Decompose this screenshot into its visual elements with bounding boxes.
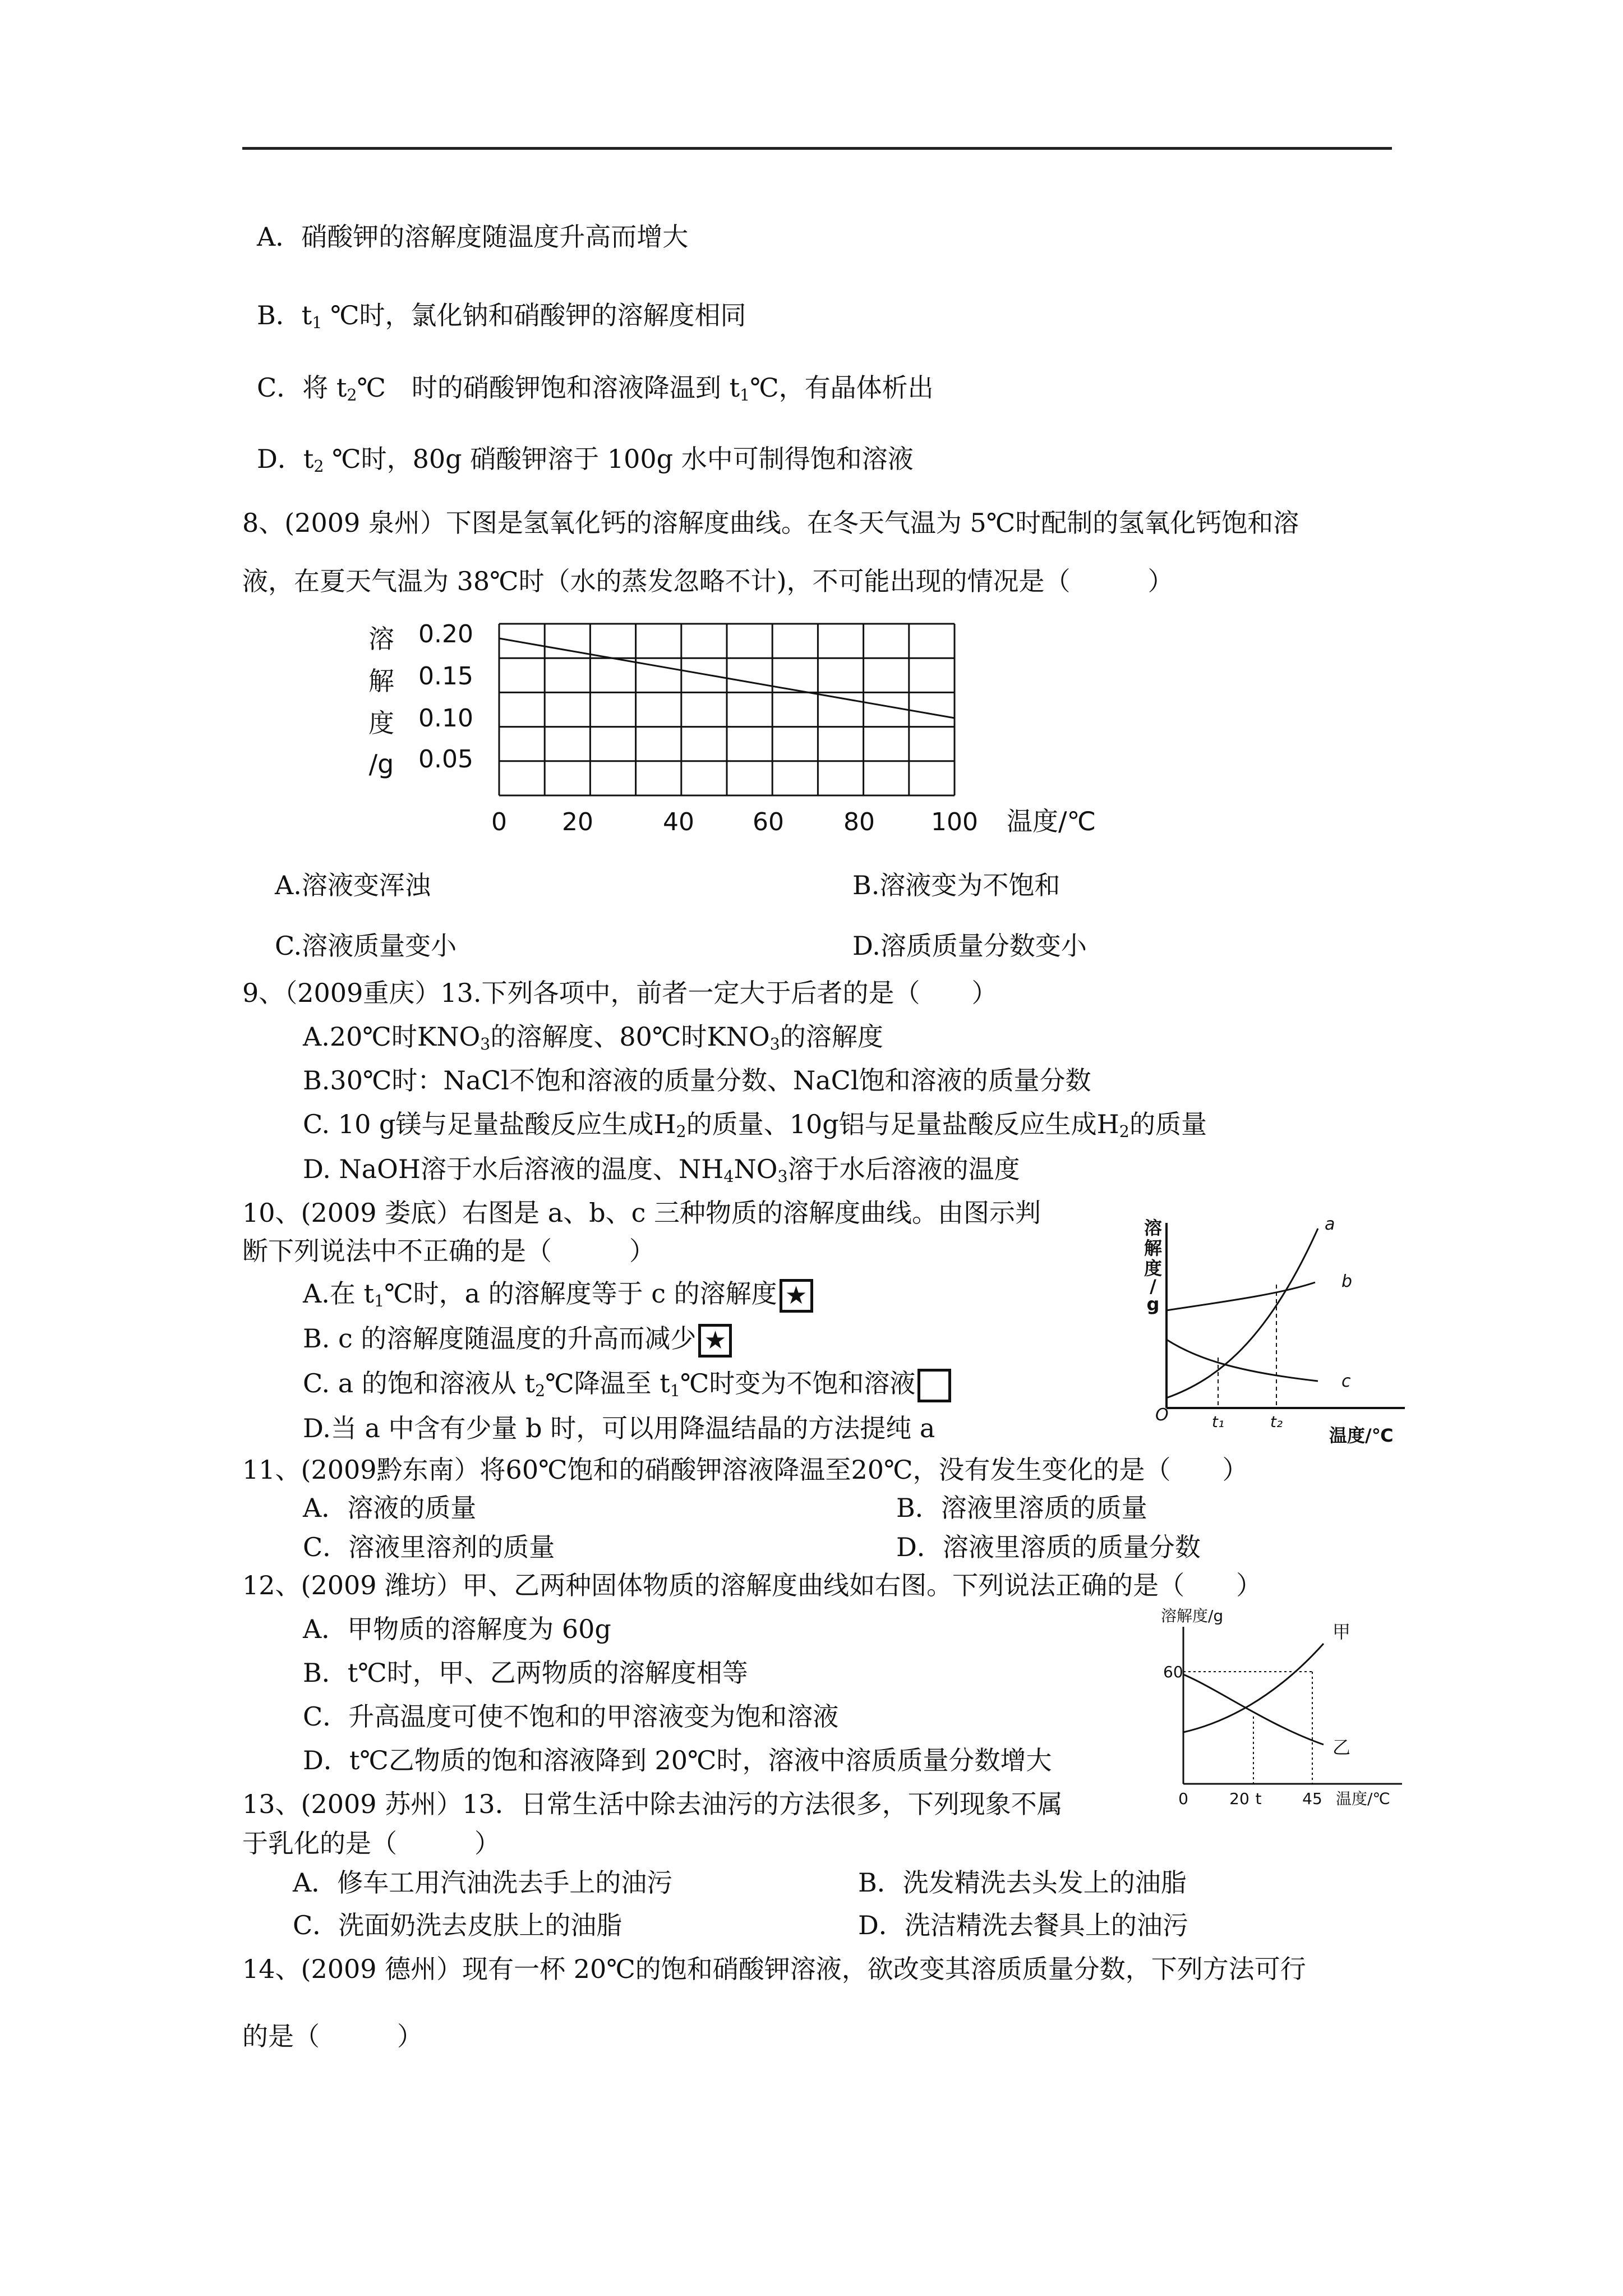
q8-option-d: D.溶质质量分数变小 [852, 931, 1087, 961]
q10-curve-a-label: a [1325, 1217, 1335, 1234]
q7-option-d: D．$t_2$ ℃时，80g 硝酸钾溶于 100g 水中可制得饱和溶液 [257, 444, 914, 476]
q8-ylabel-char-3: /g [368, 749, 394, 779]
q7-option-b: B．$t_1$ ℃时，氯化钠和硝酸钾的溶解度相同 [257, 300, 746, 333]
q10-x-axis-label: 温度/℃ [1329, 1425, 1394, 1446]
q13-option-c: C．洗面奶洗去皮肤上的油脂 [293, 1910, 623, 1940]
q13-option-b: B．洗发精洗去头发上的油脂 [858, 1867, 1187, 1898]
q8-stem-line1: 8、(2009 泉州）下图是氢氧化钙的溶解度曲线。在冬天气温为 5℃时配制的氢氧化钙饱和溶 [242, 508, 1299, 538]
q12-y-axis-label: 溶解度/g [1161, 1607, 1224, 1625]
q8-ytick-3: 0.05 [418, 745, 473, 774]
q10-xtick-t2: t₂ [1270, 1412, 1283, 1431]
q10-option-d: D.当 a 中含有少量 b 时，可以用降温结晶的方法提纯 a [303, 1413, 935, 1443]
q10-ylabel-char-0: 溶 [1144, 1217, 1163, 1239]
q12-curve-yi-label: 乙 [1332, 1737, 1351, 1758]
q11-option-c: C．溶液里溶剂的质量 [303, 1532, 555, 1562]
q8-y-tick-labels [418, 620, 473, 774]
q10-solubility-chart [1133, 1217, 1424, 1447]
q8-option-c: C.溶液质量变小 [275, 931, 457, 961]
q13-stem-line2: 于乳化的是（ ） [242, 1828, 500, 1858]
q12-option-c: C．升高温度可使不饱和的甲溶液变为饱和溶液 [303, 1701, 839, 1732]
q12-solubility-chart [1155, 1604, 1413, 1812]
q7-option-a: A．硝酸钾的溶解度随温度升高而增大 [257, 222, 689, 252]
q13-stem-line1: 13、(2009 苏州）13．日常生活中除去油污的方法很多，下列现象不属 [242, 1789, 1063, 1819]
q8-stem-line2: 液，在夏天气温为 38℃时（水的蒸发忽略不计)，不可能出现的情况是（ ） [242, 566, 1174, 596]
q12-curve-jia [1183, 1644, 1324, 1732]
q9-option-a: A.20℃时$KNO_3$的溶解度、80℃时$KNO_3$的溶解度 [303, 1022, 883, 1054]
q13-option-a: A．修车工用汽油洗去手上的油污 [293, 1867, 673, 1898]
q12-curve-jia-label: 甲 [1332, 1621, 1351, 1642]
q10-option-c: C. a 的饱和溶液从 $t_2℃$降温至 $t_1℃$时变为不饱和溶液 [303, 1366, 951, 1402]
q12-curve-yi [1183, 1674, 1324, 1745]
q10-ylabel-char-3: / [1150, 1276, 1156, 1297]
q7-option-c: C．将 $t_2℃$ 时的硝酸钾饱和溶液降温到 $t_1℃$，有晶体析出 [257, 372, 934, 405]
q11-option-a: A．溶液的质量 [303, 1493, 477, 1523]
q12-stem: 12、(2009 潍坊）甲、乙两种固体物质的溶解度曲线如右图。下列说法正确的是（ ） [242, 1570, 1262, 1600]
q8-ylabel-char-1: 解 [368, 666, 394, 696]
header-rule [242, 147, 1392, 150]
q13-option-d: D．洗洁精洗去餐具上的油污 [858, 1910, 1188, 1940]
q10-ylabel-char-1: 解 [1144, 1237, 1163, 1259]
q14-stem-line1: 14、(2009 德州）现有一杯 20℃的饱和硝酸钾溶液，欲改变其溶质质量分数，下列方法可行 [242, 1954, 1306, 1984]
q10-curve-b-label: b [1341, 1272, 1353, 1291]
q12-xtick-45: 45 [1302, 1789, 1322, 1808]
q8-y-axis-label [368, 624, 394, 779]
q10-xtick-t1: t₁ [1211, 1412, 1225, 1431]
q10-curve-c [1166, 1340, 1318, 1381]
q12-option-a: A．甲物质的溶解度为 60g [303, 1614, 611, 1644]
q8-option-a: A.溶液变浑浊 [275, 870, 431, 900]
q12-xtick-20: 20 [1229, 1789, 1249, 1808]
q10-curve-c-label: c [1341, 1372, 1351, 1391]
q8-ytick-2: 0.10 [418, 704, 473, 733]
q10-curve-b [1166, 1282, 1315, 1310]
q10-y-axis-label [1144, 1217, 1162, 1315]
q10-stem-line2: 断下列说法中不正确的是（ ） [242, 1236, 655, 1266]
q8-ylabel-char-2: 度 [368, 708, 394, 738]
q8-xtick-5: 100 [931, 808, 978, 836]
q8-option-b: B.溶液变为不饱和 [852, 870, 1061, 900]
q10-stem-line1: 10、(2009 娄底）右图是 a、b、c 三种物质的溶解度曲线。由图示判 [242, 1198, 1041, 1228]
q10-option-b: B. c 的溶解度随温度的升高而减少 ★ [303, 1322, 732, 1358]
q12-xtick-0: 0 [1178, 1789, 1188, 1808]
q14-stem-line2: 的是（ ） [242, 2021, 423, 2051]
q10-ylabel-char-4: g [1146, 1294, 1160, 1315]
q12-option-b: B．t℃时，甲、乙两物质的溶解度相等 [303, 1658, 748, 1688]
q11-stem: 11、(2009黔东南）将60℃饱和的硝酸钾溶液降温至20℃，没有发生变化的是（ ） [242, 1455, 1248, 1485]
q10-curve-a [1166, 1228, 1318, 1398]
q10-origin-label: O [1155, 1405, 1169, 1425]
q10-option-c-mark[interactable] [917, 1369, 951, 1402]
q11-option-d: D．溶液里溶质的质量分数 [896, 1532, 1201, 1562]
q8-ylabel-char-0: 溶 [368, 624, 394, 654]
q12-xtick-t: t [1255, 1789, 1262, 1808]
q8-xtick-4: 80 [843, 808, 875, 836]
q12-option-d: D．t℃乙物质的饱和溶液降到 20℃时，溶液中溶质质量分数增大 [303, 1745, 1052, 1775]
q10-ylabel-char-2: 度 [1144, 1258, 1163, 1279]
q8-xtick-2: 40 [663, 808, 694, 836]
q8-solubility-chart [348, 617, 1133, 853]
q9-option-b: B.30℃时：NaCl不饱和溶液的质量分数、NaCl饱和溶液的质量分数 [303, 1065, 1091, 1096]
q10-option-a: A.在 $t_1℃$时，a 的溶解度等于 c 的溶解度 ★ [303, 1277, 813, 1313]
q8-x-tick-labels [491, 808, 978, 836]
q9-option-c: C. 10 g镁与足量盐酸反应生成$H_2$的质量、10g铝与足量盐酸反应生成$H_2$的质量 [303, 1109, 1207, 1142]
q9-stem: 9、（2009重庆）13.下列各项中，前者一定大于后者的是（ ） [242, 978, 998, 1008]
q9-option-d: D. NaOH溶于水后溶液的温度、$NH_4NO_3$溶于水后溶液的温度 [303, 1154, 1020, 1186]
q8-xtick-0: 0 [491, 808, 507, 836]
q12-ytick-60: 60 [1163, 1663, 1183, 1681]
q8-x-axis-label: 温度/℃ [1007, 806, 1096, 836]
q12-x-axis-label: 温度/℃ [1336, 1789, 1390, 1808]
q8-xtick-1: 20 [562, 808, 593, 836]
q11-option-b: B．溶液里溶质的质量 [896, 1493, 1147, 1523]
q8-ytick-0: 0.20 [418, 620, 473, 648]
q10-option-b-mark[interactable]: ★ [698, 1324, 732, 1358]
q10-option-a-mark[interactable]: ★ [780, 1279, 813, 1313]
q8-xtick-3: 60 [753, 808, 784, 836]
q8-ytick-1: 0.15 [418, 662, 473, 691]
